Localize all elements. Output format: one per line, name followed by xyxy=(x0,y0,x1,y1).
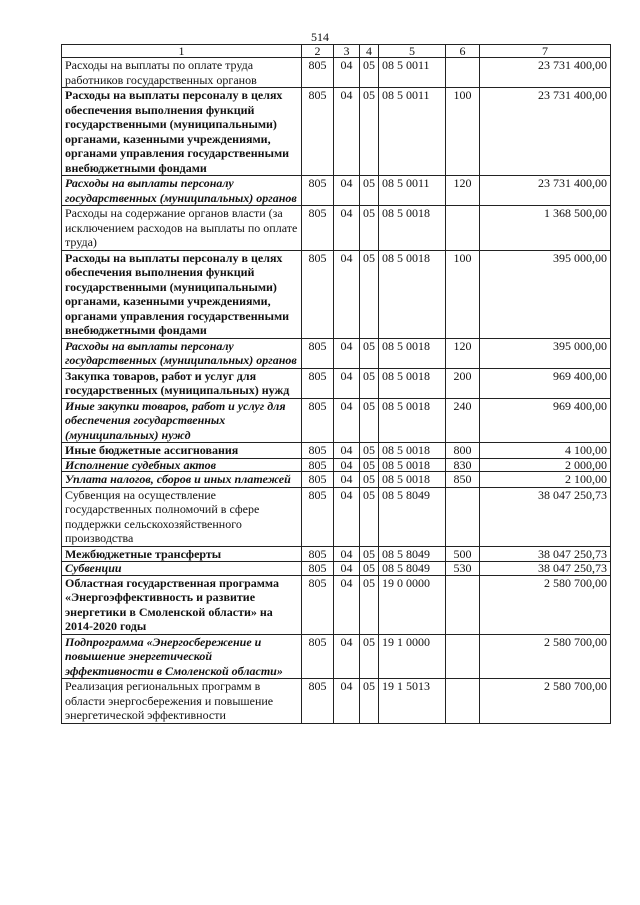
row-admin-code: 805 xyxy=(302,546,334,562)
row-name: Расходы на выплаты по оплате труда работников государственных органов xyxy=(62,58,302,88)
row-section: 04 xyxy=(334,398,360,443)
row-target-article: 08 5 0018 xyxy=(379,250,446,338)
row-expense-type: 850 xyxy=(446,472,480,488)
row-subsection: 05 xyxy=(360,562,379,576)
row-section: 04 xyxy=(334,338,360,368)
row-amount: 23 731 400,00 xyxy=(480,88,611,176)
table-row xyxy=(62,398,611,443)
row-subsection: 05 xyxy=(360,250,379,338)
header-col-6: 6 xyxy=(446,45,480,58)
row-amount: 2 580 700,00 xyxy=(480,575,611,634)
row-amount: 395 000,00 xyxy=(480,250,611,338)
row-section: 04 xyxy=(334,472,360,488)
row-admin-code: 805 xyxy=(302,443,334,459)
row-subsection: 05 xyxy=(360,472,379,488)
row-target-article: 08 5 0018 xyxy=(379,472,446,488)
header-col-2: 2 xyxy=(302,45,334,58)
header-col-5: 5 xyxy=(379,45,446,58)
row-target-article: 19 1 5013 xyxy=(379,679,446,724)
row-name: Подпрограмма «Энергосбережение и повышение энергетической эффективности в Смоленской области» xyxy=(62,634,302,679)
row-admin-code: 805 xyxy=(302,58,334,88)
row-subsection: 05 xyxy=(360,176,379,206)
row-amount: 2 580 700,00 xyxy=(480,679,611,724)
row-target-article: 08 5 8049 xyxy=(379,562,446,576)
row-subsection: 05 xyxy=(360,398,379,443)
table-row xyxy=(62,250,611,338)
row-expense-type: 500 xyxy=(446,546,480,562)
row-admin-code: 805 xyxy=(302,679,334,724)
budget-table xyxy=(61,44,611,724)
row-amount: 2 100,00 xyxy=(480,472,611,488)
header-col-3: 3 xyxy=(334,45,360,58)
row-amount: 969 400,00 xyxy=(480,368,611,398)
row-target-article: 08 5 0018 xyxy=(379,398,446,443)
row-name: Областная государственная программа «Энергоэффективность и развитие энергетики в Смоленской области» на 2014-2020 годы xyxy=(62,575,302,634)
table-row xyxy=(62,575,611,634)
row-expense-type: 100 xyxy=(446,88,480,176)
row-expense-type: 200 xyxy=(446,368,480,398)
header-col-7: 7 xyxy=(480,45,611,58)
row-admin-code: 805 xyxy=(302,562,334,576)
page-number: 514 xyxy=(311,30,329,44)
row-expense-type: 800 xyxy=(446,443,480,459)
header-col-4: 4 xyxy=(360,45,379,58)
row-section: 04 xyxy=(334,575,360,634)
row-subsection: 05 xyxy=(360,458,379,472)
row-name: Субвенция на осуществление государственных полномочий в сфере поддержки сельскохозяйственного производства xyxy=(62,487,302,546)
row-section: 04 xyxy=(334,176,360,206)
row-name: Уплата налогов, сборов и иных платежей xyxy=(62,472,302,488)
row-target-article: 08 5 0018 xyxy=(379,368,446,398)
row-amount: 2 580 700,00 xyxy=(480,634,611,679)
row-expense-type: 530 xyxy=(446,562,480,576)
row-subsection: 05 xyxy=(360,634,379,679)
row-admin-code: 805 xyxy=(302,458,334,472)
table-row xyxy=(62,368,611,398)
row-subsection: 05 xyxy=(360,88,379,176)
row-name: Субвенции xyxy=(62,562,302,576)
row-name: Иные закупки товаров, работ и услуг для обеспечения государственных (муниципальных) нужд xyxy=(62,398,302,443)
row-name: Расходы на выплаты персоналу государственных (муниципальных) органов xyxy=(62,176,302,206)
row-section: 04 xyxy=(334,206,360,251)
row-admin-code: 805 xyxy=(302,634,334,679)
row-amount: 38 047 250,73 xyxy=(480,546,611,562)
row-amount: 2 000,00 xyxy=(480,458,611,472)
row-amount: 38 047 250,73 xyxy=(480,562,611,576)
table-row xyxy=(62,206,611,251)
row-amount: 23 731 400,00 xyxy=(480,176,611,206)
row-amount: 38 047 250,73 xyxy=(480,487,611,546)
row-name: Расходы на содержание органов власти (за исключением расходов на выплаты по оплате труда) xyxy=(62,206,302,251)
row-expense-type: 240 xyxy=(446,398,480,443)
row-expense-type: 100 xyxy=(446,250,480,338)
row-name: Расходы на выплаты персоналу в целях обеспечения выполнения функций государственными (муниципальными) органами, казенными учреждениями, органами управления государственными внебюджетными фондами xyxy=(62,250,302,338)
table-row xyxy=(62,679,611,724)
row-expense-type xyxy=(446,679,480,724)
row-expense-type xyxy=(446,634,480,679)
row-subsection: 05 xyxy=(360,58,379,88)
row-section: 04 xyxy=(334,58,360,88)
row-target-article: 08 5 0018 xyxy=(379,443,446,459)
row-admin-code: 805 xyxy=(302,575,334,634)
row-section: 04 xyxy=(334,487,360,546)
row-expense-type xyxy=(446,575,480,634)
table-row xyxy=(62,546,611,562)
row-amount: 4 100,00 xyxy=(480,443,611,459)
row-admin-code: 805 xyxy=(302,398,334,443)
row-name: Межбюджетные трансферты xyxy=(62,546,302,562)
row-amount: 969 400,00 xyxy=(480,398,611,443)
row-section: 04 xyxy=(334,88,360,176)
row-section: 04 xyxy=(334,562,360,576)
row-target-article: 08 5 0011 xyxy=(379,88,446,176)
row-name: Иные бюджетные ассигнования xyxy=(62,443,302,459)
header-row xyxy=(62,45,611,58)
row-target-article: 08 5 0011 xyxy=(379,58,446,88)
row-admin-code: 805 xyxy=(302,487,334,546)
row-expense-type: 120 xyxy=(446,338,480,368)
table-row xyxy=(62,562,611,576)
row-expense-type xyxy=(446,487,480,546)
row-section: 04 xyxy=(334,443,360,459)
row-admin-code: 805 xyxy=(302,338,334,368)
row-target-article: 19 1 0000 xyxy=(379,634,446,679)
row-target-article: 08 5 8049 xyxy=(379,487,446,546)
row-section: 04 xyxy=(334,250,360,338)
table-row xyxy=(62,443,611,459)
row-expense-type xyxy=(446,58,480,88)
row-subsection: 05 xyxy=(360,206,379,251)
row-section: 04 xyxy=(334,458,360,472)
row-section: 04 xyxy=(334,634,360,679)
row-admin-code: 805 xyxy=(302,88,334,176)
row-section: 04 xyxy=(334,368,360,398)
table-row xyxy=(62,58,611,88)
table-row xyxy=(62,338,611,368)
row-name: Расходы на выплаты персоналу государственных (муниципальных) органов xyxy=(62,338,302,368)
row-admin-code: 805 xyxy=(302,368,334,398)
row-section: 04 xyxy=(334,679,360,724)
row-admin-code: 805 xyxy=(302,472,334,488)
row-subsection: 05 xyxy=(360,487,379,546)
row-expense-type xyxy=(446,206,480,251)
row-target-article: 08 5 0018 xyxy=(379,338,446,368)
row-subsection: 05 xyxy=(360,368,379,398)
row-subsection: 05 xyxy=(360,546,379,562)
table-row xyxy=(62,487,611,546)
row-target-article: 19 0 0000 xyxy=(379,575,446,634)
row-section: 04 xyxy=(334,546,360,562)
row-name: Реализация региональных программ в области энергосбережения и повышение энергетической эффективности xyxy=(62,679,302,724)
row-admin-code: 805 xyxy=(302,176,334,206)
row-target-article: 08 5 0018 xyxy=(379,206,446,251)
header-col-1: 1 xyxy=(62,45,302,58)
row-expense-type: 120 xyxy=(446,176,480,206)
row-target-article: 08 5 0011 xyxy=(379,176,446,206)
row-target-article: 08 5 8049 xyxy=(379,546,446,562)
row-amount: 23 731 400,00 xyxy=(480,58,611,88)
row-target-article: 08 5 0018 xyxy=(379,458,446,472)
row-subsection: 05 xyxy=(360,443,379,459)
table-row xyxy=(62,176,611,206)
row-subsection: 05 xyxy=(360,338,379,368)
table-row xyxy=(62,472,611,488)
row-name: Исполнение судебных актов xyxy=(62,458,302,472)
row-amount: 1 368 500,00 xyxy=(480,206,611,251)
row-amount: 395 000,00 xyxy=(480,338,611,368)
row-name: Закупка товаров, работ и услуг для государственных (муниципальных) нужд xyxy=(62,368,302,398)
row-admin-code: 805 xyxy=(302,206,334,251)
row-name: Расходы на выплаты персоналу в целях обеспечения выполнения функций государственными (муниципальными) органами, казенными учреждениями, органами управления государственными внебюджетными фондами xyxy=(62,88,302,176)
table-row xyxy=(62,458,611,472)
row-expense-type: 830 xyxy=(446,458,480,472)
table-row xyxy=(62,88,611,176)
row-admin-code: 805 xyxy=(302,250,334,338)
table-row xyxy=(62,634,611,679)
row-subsection: 05 xyxy=(360,575,379,634)
row-subsection: 05 xyxy=(360,679,379,724)
